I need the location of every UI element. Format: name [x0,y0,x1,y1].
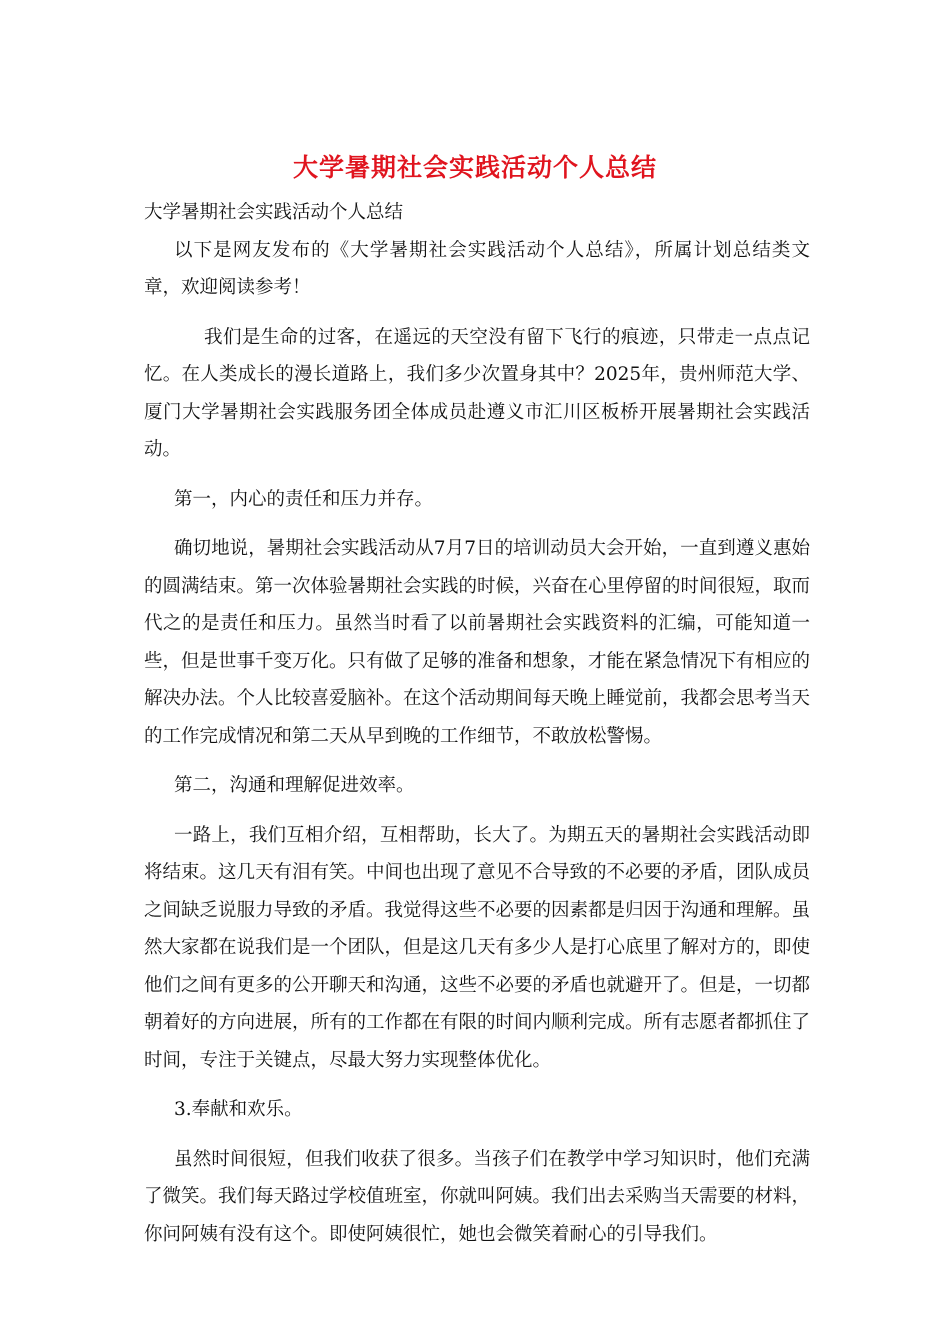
section-paragraph-1: 确切地说，暑期社会实践活动从7月7日的培训动员大会开始，一直到遵义惠始的圆满结束。第一次体验暑期社会实践的时候，兴奋在心里停留的时间很短，取而代之的是责任和压力。虽然当时看了以前暑期社会实践资料的汇编，可能知道一些，但是世事千变万化。只有做了足够的准备和想象，才能在紧急情况下有相应的解决办法。个人比较喜爱脑补。在这个活动期间每天晚上睡觉前，我都会思考当天的工作完成情况和第二天从早到晚的工作细节，不敢放松警惕。 [144,538,811,747]
section-paragraph-2: 一路上，我们互相介绍，互相帮助，长大了。为期五天的暑期社会实践活动即将结束。这几天有泪有笑。中间也出现了意见不合导致的不必要的矛盾，团队成员之间缺乏说服力导致的矛盾。我觉得这些不必要的因素都是归因于沟通和理解。虽然大家都在说我们是一个团队，但是这几天有多少人是打心底里了解对方的，即使他们之间有更多的公开聊天和沟通，这些不必要的矛盾也就避开了。但是，一切都朝着好的方向进展，所有的工作都在有限的时间内顺利完成。所有志愿者都抓住了时间，专注于关键点，尽最大努力实现整体优化。 [144,824,811,1071]
subtitle-paragraph: 大学暑期社会实践活动个人总结 [144,202,404,223]
section-heading-1: 第一，内心的责任和压力并存。 [174,488,434,510]
document-title: 大学暑期社会实践活动个人总结 [292,153,657,182]
document-body [144,194,810,1253]
section-heading-3: 3.奉献和欢乐。 [174,1099,303,1120]
intro-paragraph: 以下是网友发布的《大学暑期社会实践活动个人总结》，所属计划总结类文章，欢迎阅读参考！ [144,239,810,298]
section-heading-2: 第二，沟通和理解促进效率。 [174,775,415,796]
opening-paragraph: 我们是生命的过客，在遥远的天空没有留下飞行的痕迹，只带走一点点记忆。在人类成长的漫长道路上，我们多少次置身其中？2025年，贵州师范大学、厦门大学暑期社会实践服务团全体成员赴遵义市汇川区板桥开展暑期社会实践活动。 [144,326,810,460]
section-paragraph-3: 虽然时间很短，但我们收获了很多。当孩子们在教学中学习知识时，他们充满了微笑。我们每天路过学校值班室，你就叫阿姨。我们出去采购当天需要的材料，你问阿姨有没有这个。即使阿姨很忙，她也会微笑着耐心的引导我们。 [144,1148,811,1245]
